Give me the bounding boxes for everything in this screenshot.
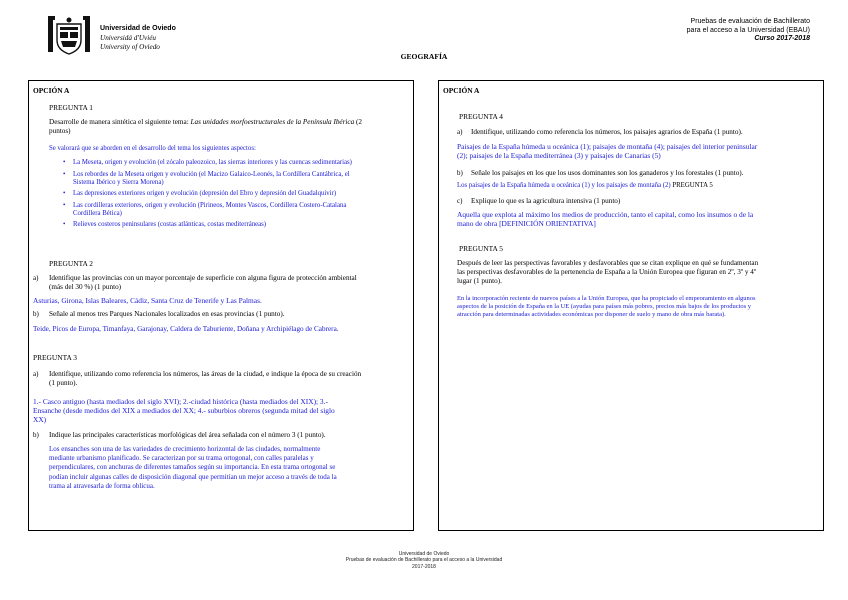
bullet-item: • Las cordilleras exteriores, origen y evolución (Pirineos, Montes Vascos, Cordillera Costero-Catalana Cordillera Bética) [73,202,413,218]
option-label: OPCIÓN A [33,86,70,95]
question-3-title: PREGUNTA 3 [33,353,77,362]
exam-course: Curso 2017-2018 [754,35,810,42]
q2-a-question: Identifique las provincias con un mayor porcentaje de superficie con alguna figura de protección ambiental (más del 30 %) (1 punto) [49,274,357,291]
footer-line-3: 2017-2018 [412,563,436,570]
university-crest-icon [48,16,92,56]
question-2-title: PREGUNTA 2 [49,259,93,268]
q4-c-label: c) [457,197,463,205]
q3-b-answer: Los ensanches son una de las variedades de crecimiento horizontal de las ciudades, normalmente mediante urbanismo planificado. Se caracterizan por su trama ortogonal, con calles paralelas y perpendiculares, con anchuras de diferentes tamaños según su importancia. En esta trama ortogonal se podían incluir algunas calles de disposición diagonal que permitían un mejor acceso a través de toda la trama al atravesarla de forma oblicua. [49,445,337,490]
q4-a-question: Identifique, utilizando como referencia los números, los paisajes agrarios de España (1 punto). [471,128,743,136]
q3-b-label: b) [33,431,39,439]
footer-line-1: Universidad de Oviedo [398,551,450,557]
q2-b-label: b) [33,310,39,318]
question-1-bullets [61,159,413,233]
university-logo [48,16,178,54]
exam-header [610,18,810,44]
question-4-title: PREGUNTA 4 [459,112,503,121]
q3-a-label: a) [33,370,39,378]
question-1-statement: Desarrolle de manera sintética el siguiente tema: Las unidades morfoestructurales de la Península Ibérica (2 [49,118,362,126]
q5-answer: En la incorporación reciente de nuevos países a la Unión Europea, que ha propiciado el empeoramiento en algunos aspectos de la posición de España en la UE (ayudas para países más pobres, precios más bajos de los productos y atracción para determinadas actividades económicas por disponer de suelo y mano de obra más barata). [457,295,756,318]
question-5-title: PREGUNTA 5 [459,244,503,253]
right-panel [438,80,824,531]
q4-b-label: b) [457,169,463,177]
q2-a-answer: Asturias, Girona, Islas Baleares, Cádiz, Santa Cruz de Tenerife y Las Palmas. [33,296,262,305]
question-1-statement-end: puntos) [49,127,71,135]
bullet-item: • Los rebordes de la Meseta origen y evolución (el Macizo Galaico-Leonés, la Cordillera Cantábrica, el Sistema Ibérico y Sierra Morena) [73,171,413,187]
bullet-item: • La Meseta, origen y evolución (el zócalo paleozoico, las sierras interiores y las cuencas sedimentarias) [73,159,413,167]
bullet-item: • Relieves costeros peninsulares (costas atlánticas, costas mediterráneas) [73,221,413,229]
question-1-title: PREGUNTA 1 [49,103,93,112]
university-name-en: University of Oviedo [100,43,160,51]
option-label-right: OPCIÓN A [443,86,480,95]
left-panel [28,80,414,531]
q3-b-question: Indique las principales características morfológicas del área señalada con el número 3 (1 punto). [49,431,326,439]
university-name-ast: Universidá d'Uviéu [100,34,157,42]
page-footer [0,551,848,570]
q3-a-answer: 1.- Casco antiguo (hasta mediados del siglo XVI); 2.-ciudad histórica (hasta mediados del XIX); 3.- Ensanche (desde medidos del XIX a mediados del XX; 4.- suburbios obreros (segunda mitad del siglo XX) [33,397,335,425]
q4-c-answer: Aquella que explota al máximo los medios de producción, tanto el capital, como los insumos o de la mano de obra [DEFINICIÓN ORIENTATIVA] [457,210,754,229]
q4-a-answer: Paisajes de la España húmeda u oceánica (1); paisajes de montaña (4); paisajes del interior peninsular (2); paisajes de la España mediterránea (3) y paisajes de Canarias (5) [457,142,758,161]
q5-question: Después de leer las perspectivas favorables y desfavorables que se citan explique en qué se fundamentan las perspectivas desfavorables de la pertenencia de España a la Unión Europea que figuran en 2º, 3º y 4º lugar (1 punto). [457,259,759,285]
q4-a-label: a) [457,128,463,136]
exam-line-2: para el acceso a la Universidad (EBAU) [686,26,810,34]
footer-line-2: Pruebas de evaluación de Bachillerato para el acceso a la Universidad [345,557,503,564]
q4-b-answer: Los paisajes de la España húmeda u oceánica (1) y los paisajes de montaña (2) PREGUNTA 5 [457,182,713,189]
question-1-intro: Se valorará que se aborden en el desarrollo del tema los siguientes aspectos: [49,145,256,152]
q2-b-answer: Teide, Picos de Europa, Timanfaya, Garajonay, Caldera de Taburiente, Doñana y Archipiélago de Cabrera. [33,325,339,333]
bullet-item: • Las depresiones exteriores origen y evolución (depresión del Ebro y depresión del Guadalquivir) [73,190,413,198]
university-name-es: Universidad de Oviedo [100,25,176,32]
q4-c-question: Explique lo que es la agricultura intensiva (1 punto) [471,197,621,205]
subject-title: GEOGRAFÍA [400,52,448,61]
q4-b-question: Señale los paisajes en los que los usos dominantes son los ganaderos y los forestales (1 punto). [471,169,744,177]
q2-b-question: Señale al menos tres Parques Nacionales localizados en esas provincias (1 punto). [49,310,285,318]
q3-a-question: Identifique, utilizando como referencia los números, las áreas de la ciudad, e indique la época de su creación (1 punto). [49,370,362,387]
exam-line-1: Pruebas de evaluación de Bachillerato [690,18,810,25]
q2-a-label: a) [33,274,39,282]
